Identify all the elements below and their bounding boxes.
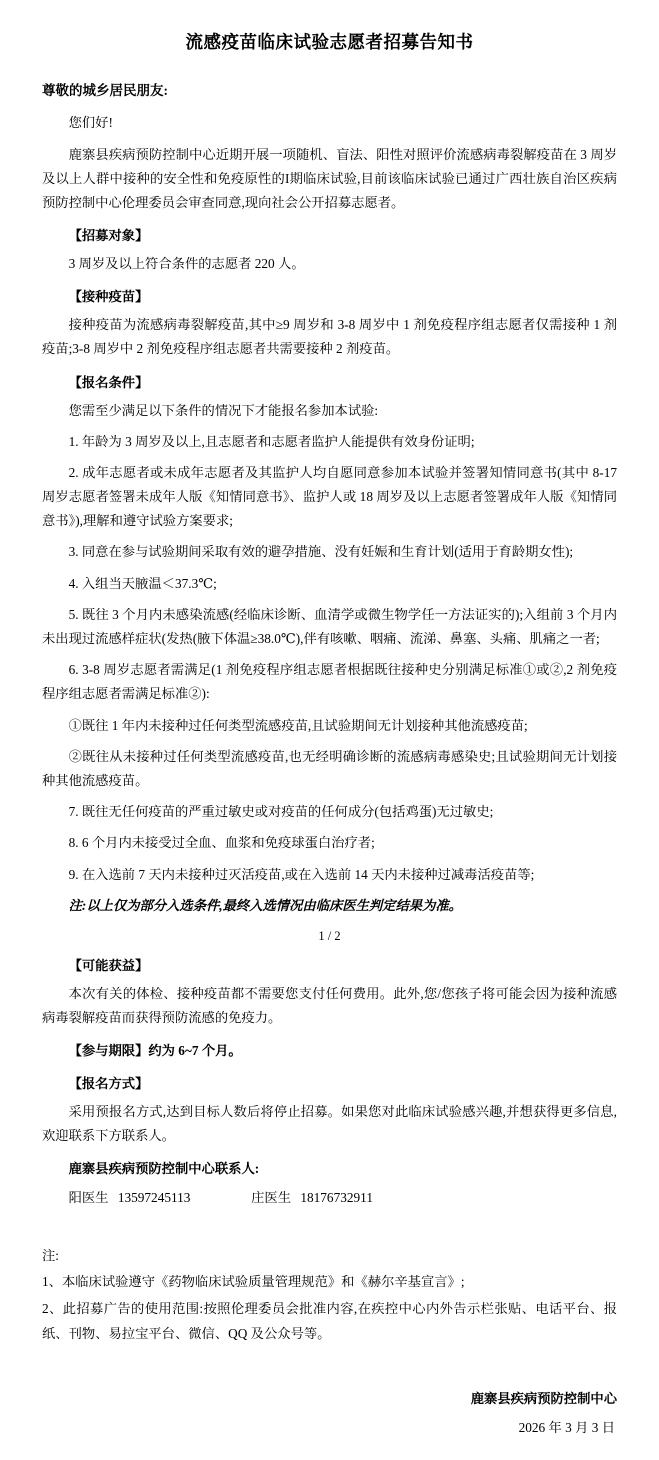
footnote-item: 2、此招募广告的使用范围:按照伦理委员会批准内容,在疾控中心内外告示栏张贴、电话平台、报纸、刊物、易拉宝平台、微信、QQ 及公众号等。 — [42, 1300, 617, 1341]
enroll-condition-item: 1. 年龄为 3 周岁及以上,且志愿者和志愿者监护人能提供有效身份证明; — [68, 433, 475, 449]
section-body-how-to-apply: 采用预报名方式,达到目标人数后将停止招募。如果您对此临床试验感兴趣,并想获得更多信息,欢迎联系下方联系人。 — [42, 1104, 617, 1144]
section-body-recruit-target: 3 周岁及以上符合条件的志愿者 220 人。 — [68, 256, 305, 272]
contact-name: 庄医生 — [251, 1189, 291, 1205]
enroll-condition-item: ①既往 1 年内未接种过任何类型流感疫苗,且试验期间无计划接种其他流感疫苗; — [68, 717, 528, 733]
enroll-condition-item: 5. 既往 3 个月内未感染流感(经临床诊断、血清学或微生物学任一方法证实的);入组前 3 个月内未出现过流感样症状(发热(腋下体温≥38.0℃),伴有咳嗽、咽痛、流涕、鼻塞、头痛、肌痛之一者; — [42, 606, 617, 646]
section-body-vaccine: 接种疫苗为流感病毒裂解疫苗,其中≥9 周岁和 3-8 周岁中 1 剂免疫程序组志愿者仅需接种 1 剂疫苗;3-8 周岁中 2 剂免疫程序组志愿者共需要接种 2 剂疫苗。 — [42, 317, 617, 357]
enroll-condition-item: 4. 入组当天腋温＜37.3℃; — [68, 575, 217, 591]
page-number: 1 / 2 — [318, 928, 341, 943]
section-head-duration — [42, 1039, 617, 1063]
enroll-condition-item: ②既往从未接种过任何类型流感疫苗,也无经明确诊断的流感病毒感染史;且试验期间无计划接种其他流感疫苗。 — [42, 748, 617, 788]
enroll-condition-item: 7. 既往无任何疫苗的严重过敏史或对疫苗的任何成分(包括鸡蛋)无过敏史; — [68, 804, 494, 820]
duration-body-text: 约为 6~7 个月。 — [148, 1043, 242, 1059]
section-head-benefits: 【可能获益】 — [68, 958, 149, 974]
salutation: 尊敬的城乡居民朋友: — [42, 82, 168, 98]
footnotes — [42, 1244, 617, 1346]
enroll-conditions-note: 注:以上仅为部分入选条件,最终入选情况由临床医生判定结果为准。 — [68, 897, 462, 913]
section-body-benefits: 本次有关的体检、接种疫苗都不需要您支付任何费用。此外,您/您孩子将可能会因为接种流感病毒裂解疫苗而获得预防流感的免疫力。 — [42, 986, 617, 1026]
section-head-vaccine: 【接种疫苗】 — [68, 289, 149, 305]
enroll-condition-item: 3. 同意在参与试验期间采取有效的避孕措施、没有妊娠和生育计划(适用于育龄期女性); — [68, 544, 574, 560]
contact-phone: 18176732911 — [300, 1189, 373, 1205]
contact-name: 阳医生 — [68, 1189, 109, 1205]
page-title: 流感疫苗临床试验志愿者招募告知书 — [185, 32, 474, 52]
signature-date: 2026 年 3 月 3 日 — [518, 1419, 615, 1435]
enroll-conditions-lead: 您需至少满足以下条件的情况下才能报名参加本试验: — [68, 402, 379, 418]
section-head-how-to-apply: 【报名方式】 — [68, 1076, 149, 1092]
footnotes-label: 注: — [42, 1247, 59, 1263]
signature-block — [42, 1386, 617, 1440]
intro-paragraph: 鹿寨县疾病预防控制中心近期开展一项随机、盲法、阳性对照评价流感病毒裂解疫苗在 3 周岁及以上人群中接种的安全性和免疫原性的I期临床试验,目前该临床试验已通过广西壮族自治区疾病预防控制中心伦理委员会审查同意,现向社会公开招募志愿者。 — [42, 146, 617, 210]
contacts-head: 鹿寨县疾病预防控制中心联系人: — [68, 1160, 260, 1176]
contact-row — [42, 1185, 617, 1210]
section-head-enroll-conditions: 【报名条件】 — [68, 374, 149, 390]
enroll-condition-item: 6. 3-8 周岁志愿者需满足(1 剂免疫程序组志愿者根据既往接种史分别满足标准①或②,2 剂免疫程序组志愿者需满足标准②): — [42, 662, 617, 702]
greeting: 您们好! — [68, 115, 113, 131]
enroll-condition-item: 8. 6 个月内未接受过全血、血浆和免疫球蛋白治疗者; — [68, 835, 375, 851]
signature-org: 鹿寨县疾病预防控制中心 — [470, 1391, 617, 1407]
enroll-condition-item: 2. 成年志愿者或未成年志愿者及其监护人均自愿同意参加本试验并签署知情同意书(其中 8-17 周岁志愿者签署未成年人版《知情同意书》、监护人或 18 周岁及以上志愿者签署成年人版《知情同意书》),理解和遵守试验方案要求; — [42, 464, 617, 529]
duration-head-text: 【参与期限】 — [68, 1043, 149, 1059]
section-head-recruit-target: 【招募对象】 — [68, 228, 149, 244]
footnote-item: 1、本临床试验遵守《药物临床试验质量管理规范》和《赫尔辛基宣言》; — [42, 1274, 465, 1290]
contact-phone: 13597245113 — [117, 1189, 191, 1205]
enroll-condition-item: 9. 在入选前 7 天内未接种过灭活疫苗,或在入选前 14 天内未接种过减毒活疫苗等; — [68, 866, 535, 882]
